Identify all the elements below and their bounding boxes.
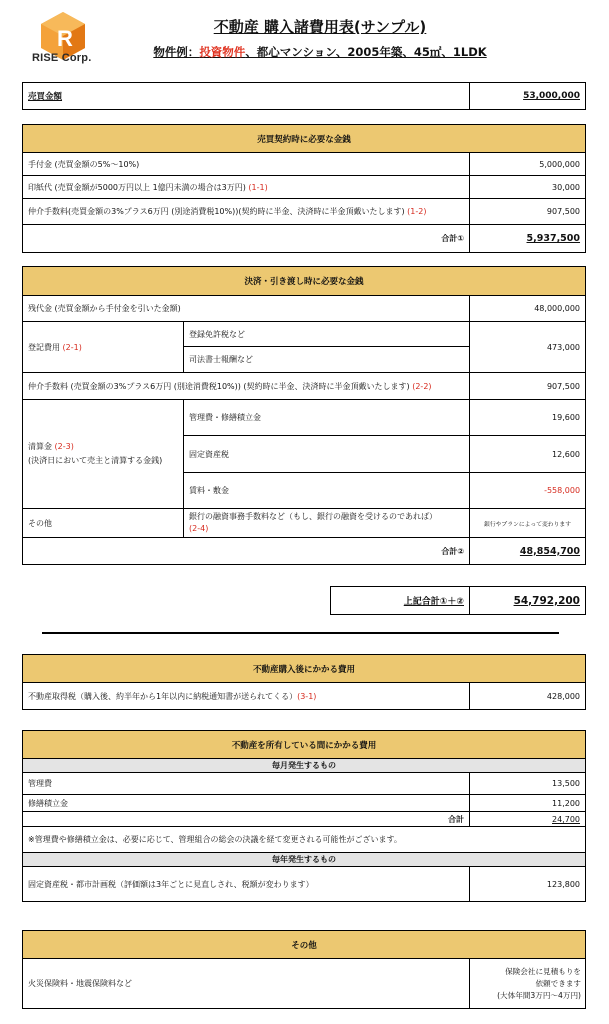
grand-total-table bbox=[330, 586, 586, 615]
brokerage-label: 仲介手数料 (売買金額の3%プラス6万円 (別途消費税10%)) (契約時に半金、決済時に半金頂戴いたします) (2-2) bbox=[23, 373, 470, 400]
clearing-sub-item: 固定資産税 bbox=[184, 436, 470, 473]
sale-price-label: 売買金額 bbox=[23, 83, 470, 110]
other-header: その他 bbox=[23, 931, 586, 959]
ownership-costs-table bbox=[22, 730, 586, 902]
other-costs-table bbox=[22, 930, 586, 1009]
monthly-item-label: 管理費 bbox=[23, 773, 470, 795]
ownership-header: 不動産を所有している間にかかる費用 bbox=[23, 731, 586, 759]
yearly-subheader: 毎年発生するもの bbox=[23, 853, 586, 867]
contract-row-label: 仲介手数料(売買金額の3%プラス6万円 (別途消費税10%))(契約時に半金、決済時に半金頂戴いたします) (1-2) bbox=[23, 199, 470, 225]
other-value: 銀行やプランによって変わります bbox=[470, 509, 586, 538]
insurance-value: 保険会社に見積もりを 依頼できます (大体年間3万円～4万円) bbox=[470, 959, 586, 1009]
page-title: 不動産 購入諸費用表(サンプル) bbox=[213, 18, 427, 36]
contract-row-label: 印紙代 (売買金額が5000万円以上 1億円未満の場合は3万円) (1-1) bbox=[23, 176, 470, 199]
clearing-value: -558,000 bbox=[470, 473, 586, 509]
registration-sub-item: 司法書士報酬など bbox=[184, 347, 470, 373]
balance-label: 残代金 (売買金額から手付金を引いた金額) bbox=[23, 296, 470, 322]
contract-row-value: 30,000 bbox=[470, 176, 586, 199]
settlement-header: 決済・引き渡し時に必要な金銭 bbox=[23, 267, 586, 296]
ownership-note: ※管理費や修繕積立金は、必要に応じて、管理組合の総会の決議を経て変更される可能性がございます。 bbox=[23, 827, 586, 853]
registration-value: 473,000 bbox=[470, 322, 586, 373]
clearing-sub-item: 賃料・敷金 bbox=[184, 473, 470, 509]
contract-row-value: 5,000,000 bbox=[470, 153, 586, 176]
grand-total-label: 上記合計①＋② bbox=[331, 587, 470, 615]
grand-total-value: 54,792,200 bbox=[470, 587, 586, 615]
balance-value: 48,000,000 bbox=[470, 296, 586, 322]
sale-price-value: 53,000,000 bbox=[470, 83, 586, 110]
clearing-value: 12,600 bbox=[470, 436, 586, 473]
after-purchase-table bbox=[22, 654, 586, 710]
registration-sub-item: 登録免許税など bbox=[184, 322, 470, 347]
contract-header: 売買契約時に必要な金銭 bbox=[23, 125, 586, 153]
monthly-item-value: 13,500 bbox=[470, 773, 586, 795]
clearing-value: 19,600 bbox=[470, 400, 586, 436]
other-sub-item: 銀行の融資事務手数料など（もし、銀行の融資を受けるのであれば） (2-4) bbox=[184, 509, 470, 538]
after-purchase-header: 不動産購入後にかかる費用 bbox=[23, 655, 586, 683]
insurance-label: 火災保険料・地震保険料など bbox=[23, 959, 470, 1009]
contract-costs-table bbox=[22, 124, 586, 253]
property-tax-label: 固定資産税・都市計画税（評価額は3年ごとに見直しされ、税額が変わります） bbox=[23, 867, 470, 902]
contract-total-label: 合計① bbox=[23, 225, 470, 253]
monthly-total-label: 合計 bbox=[23, 812, 470, 827]
monthly-item-value: 11,200 bbox=[470, 795, 586, 812]
registration-label: 登記費用 (2-1) bbox=[23, 322, 184, 373]
monthly-total-value: 24,700 bbox=[470, 812, 586, 827]
settlement-total-label: 合計② bbox=[23, 538, 470, 565]
sale-price-table bbox=[22, 82, 586, 110]
settlement-costs-table bbox=[22, 266, 586, 565]
logo-text: RISE Corp. bbox=[32, 52, 92, 64]
monthly-subheader: 毎月発生するもの bbox=[23, 759, 586, 773]
contract-row-label: 手付金 (売買金額の5%～10%) bbox=[23, 153, 470, 176]
page-subtitle: 物件例：投資物件、都心マンション、2005年築、45㎡、1LDK bbox=[153, 45, 487, 59]
settlement-total-value: 48,854,700 bbox=[470, 538, 586, 565]
brokerage-value: 907,500 bbox=[470, 373, 586, 400]
section-divider bbox=[42, 632, 559, 634]
monthly-item-label: 修繕積立金 bbox=[23, 795, 470, 812]
acquisition-tax-value: 428,000 bbox=[470, 683, 586, 710]
clearing-label: 清算金 (2-3) (決済日において売主と清算する金銭) bbox=[23, 400, 184, 509]
property-tax-value: 123,800 bbox=[470, 867, 586, 902]
clearing-sub-item: 管理費・修繕積立金 bbox=[184, 400, 470, 436]
svg-text:R: R bbox=[57, 26, 73, 51]
other-label: その他 bbox=[23, 509, 184, 538]
contract-row-value: 907,500 bbox=[470, 199, 586, 225]
contract-total-value: 5,937,500 bbox=[470, 225, 586, 253]
acquisition-tax-label: 不動産取得税（購入後、約半年から1年以内に納税通知書が送られてくる）(3-1) bbox=[23, 683, 470, 710]
